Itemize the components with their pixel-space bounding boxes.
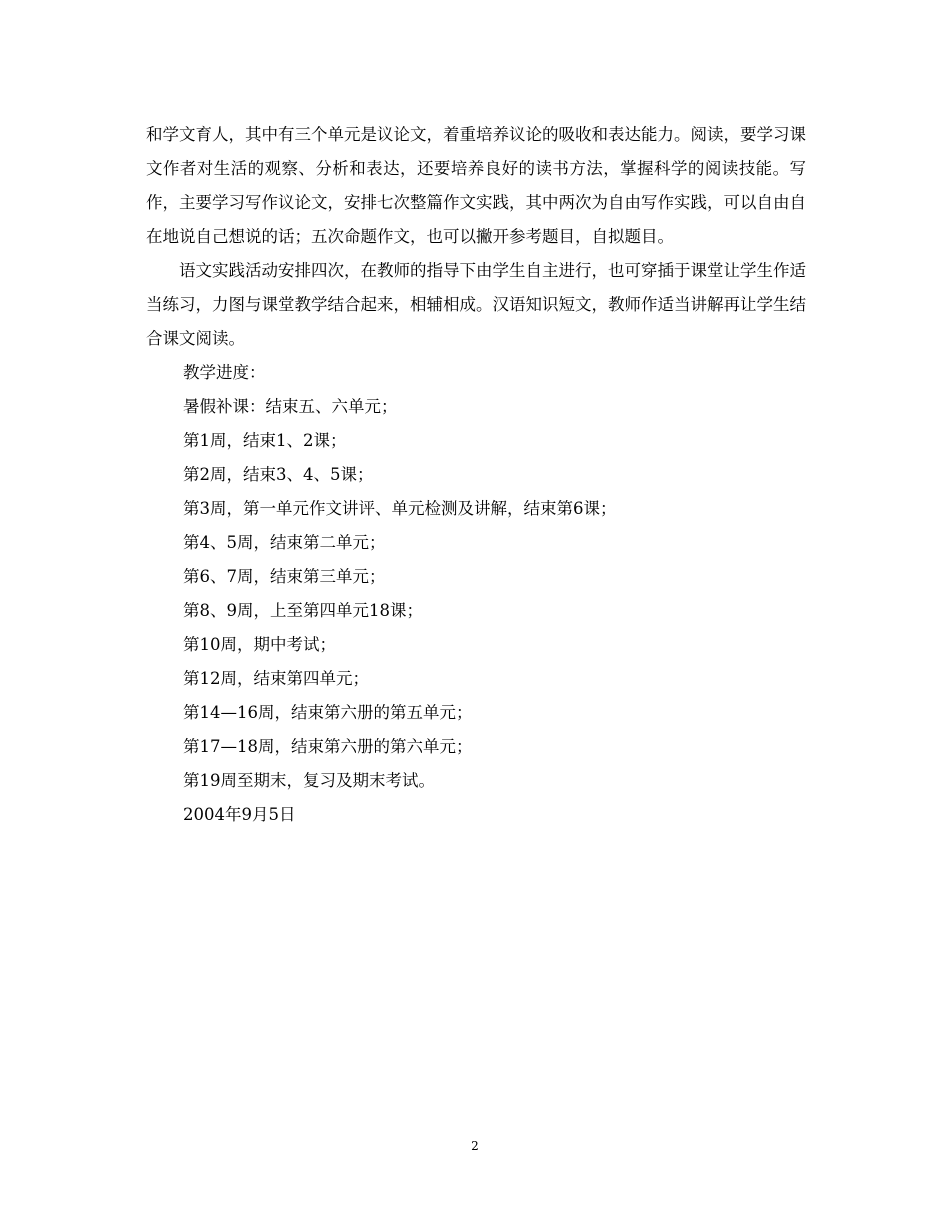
- schedule-item: 第1周，结束1、2课；: [183, 431, 347, 450]
- schedule-item: 第17—18周，结束第六册的第六单元；: [183, 737, 473, 756]
- schedule-item: 暑假补课：结束五、六单元；: [183, 397, 398, 416]
- document-date: 2004年9月5日: [183, 805, 296, 824]
- schedule-item: 第8、9周，上至第四单元18课；: [183, 601, 423, 620]
- schedule-item: 第2周，结束3、4、5课；: [183, 465, 374, 484]
- schedule-heading: 教学进度：: [183, 363, 266, 382]
- schedule-item: 第19周至期末，复习及期末考试。: [183, 771, 435, 790]
- page-number: 2: [471, 1139, 479, 1153]
- paragraph-teaching-content: 和学文育人，其中有三个单元是议论文，着重培养议论的吸收和表达能力。阅读，要学习课文作者对生活的观察、分析和表达，还要培养良好的读书方法，掌握科学的阅读技能。写作，主要学习写作议论文，安排七次整篇作文实践，其中两次为自由写作实践，可以自由自在地说自己想说的话；五次命题作文，也可以撇开参考题目，自拟题目。: [146, 125, 806, 246]
- schedule-item: 第14—16周，结束第六册的第五单元；: [183, 703, 473, 722]
- schedule-item: 第4、5周，结束第二单元；: [183, 533, 386, 552]
- schedule-item: 第3周，第一单元作文讲评、单元检测及讲解，结束第6课；: [183, 499, 617, 518]
- paragraph-practice-activities: 语文实践活动安排四次，在教师的指导下由学生自主进行，也可穿插于课堂让学生作适当练习，力图与课堂教学结合起来，相辅相成。汉语知识短文，教师作适当讲解再让学生结合课文阅读。: [146, 261, 806, 348]
- schedule-item: 第6、7周，结束第三单元；: [183, 567, 386, 586]
- schedule-item: 第10周，期中考试；: [183, 635, 336, 654]
- document-body: [146, 118, 806, 832]
- schedule-item: 第12周，结束第四单元；: [183, 669, 369, 688]
